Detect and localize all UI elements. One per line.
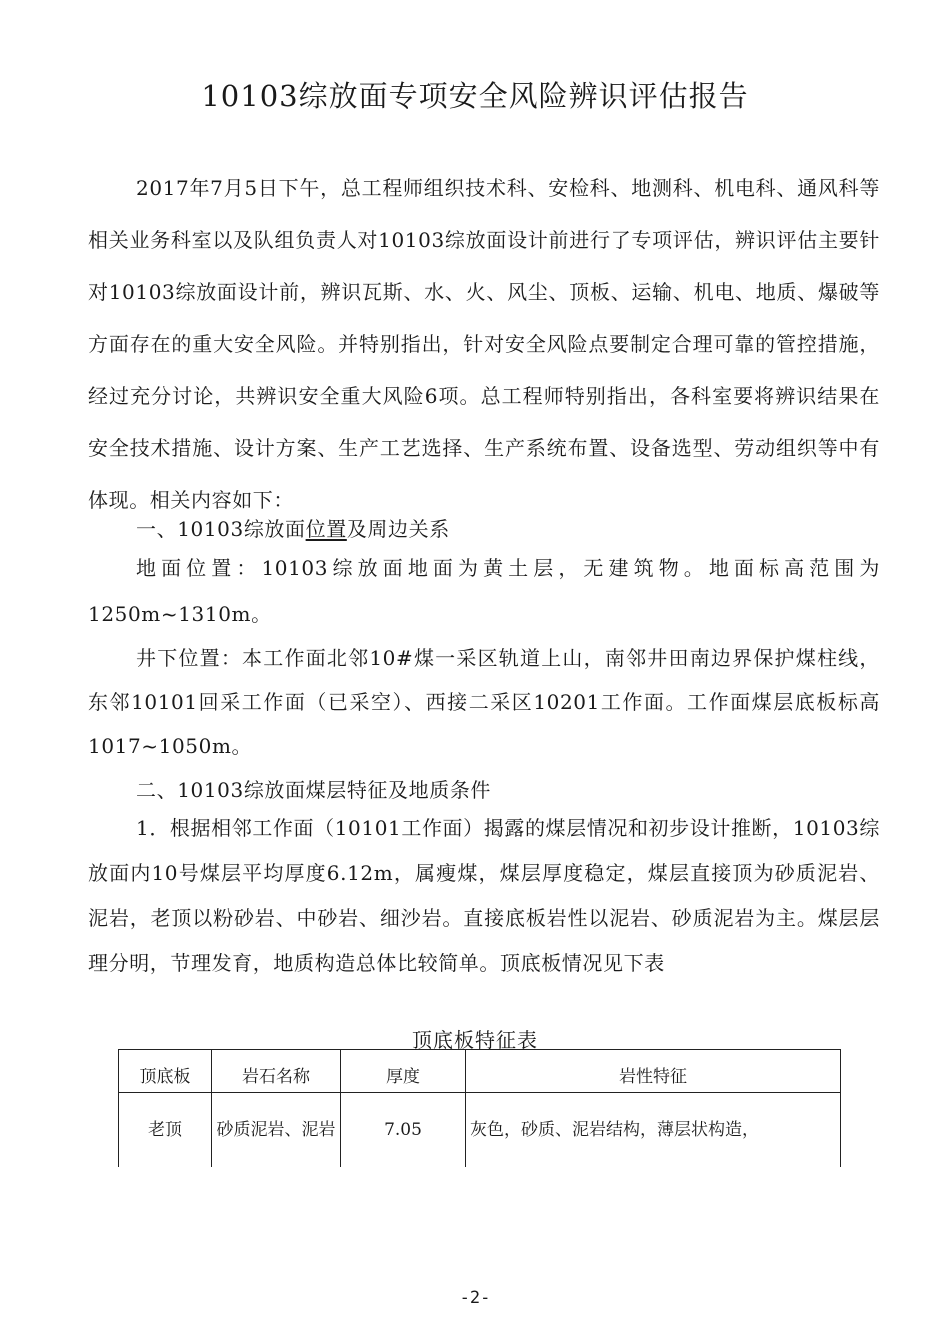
geology-text: 1．根据相邻工作面（10101工作面）揭露的煤层情况和初步设计推断，10103综放面内10号煤层平均厚度6.12m，属瘦煤，煤层厚度稳定，煤层直接顶为砂质泥岩、泥岩，老顶以粉砂岩、中砂岩、细沙岩。直接底板岩性以泥岩、砂质泥岩为主。煤层层理分明，节理发育，地质构造总体比较简单。顶底板情况见下表	[88, 816, 880, 975]
surface-position-paragraph	[88, 545, 880, 637]
table-header-cell: 厚度	[341, 1050, 466, 1093]
table-header-cell: 岩性特征	[466, 1050, 841, 1093]
report-title: 10103综放面专项安全风险辨识评估报告	[201, 79, 749, 113]
table-header-cell: 顶底板	[119, 1050, 212, 1093]
table-header-row	[119, 1050, 841, 1093]
underground-position-paragraph	[88, 636, 880, 768]
table-cell: 老顶	[119, 1093, 212, 1168]
roof-floor-feature-table	[118, 1049, 841, 1167]
intro-paragraph	[88, 162, 880, 526]
section-heading-1-prefix: 一、10103综放面	[136, 517, 306, 541]
surface-position-text: 地面位置：10103综放面地面为黄土层，无建筑物。地面标高范围为1250m~1310m。	[88, 556, 880, 626]
page-number: -2-	[459, 1288, 491, 1308]
section-heading-1-underlined: 位置	[305, 517, 347, 541]
table-header-cell: 岩石名称	[212, 1050, 341, 1093]
intro-text: 2017年7月5日下午，总工程师组织技术科、安检科、地测科、机电科、通风科等相关业务科室以及队组负责人对10103综放面设计前进行了专项评估，辨识评估主要针对10103综放面设计前，辨识瓦斯、水、火、风尘、顶板、运输、机电、地质、爆破等方面存在的重大安全风险。并特别指出，针对安全风险点要制定合理可靠的管控措施，经过充分讨论，共辨识安全重大风险6项。总工程师特别指出，各科室要将辨识结果在安全技术措施、设计方案、生产工艺选择、生产系统布置、设备选型、劳动组织等中有体现。相关内容如下：	[88, 176, 880, 512]
table-row	[119, 1093, 841, 1168]
section-heading-1-suffix: 及周边关系	[346, 517, 450, 541]
geology-paragraph	[88, 806, 880, 986]
section-heading-2: 二、10103综放面煤层特征及地质条件	[136, 778, 492, 802]
table-cell: 砂质泥岩、泥岩	[212, 1093, 341, 1168]
table-cell: 7.05	[341, 1093, 466, 1168]
table-caption: 顶底板特征表	[412, 1028, 538, 1052]
underground-position-text: 井下位置：本工作面北邻10#煤一采区轨道上山，南邻井田南边界保护煤柱线，东邻10101回采工作面（已采空）、西接二采区10201工作面。工作面煤层底板标高1017~1050m。	[88, 646, 880, 758]
table-cell: 灰色，砂质、泥岩结构，薄层状构造，	[466, 1093, 841, 1168]
